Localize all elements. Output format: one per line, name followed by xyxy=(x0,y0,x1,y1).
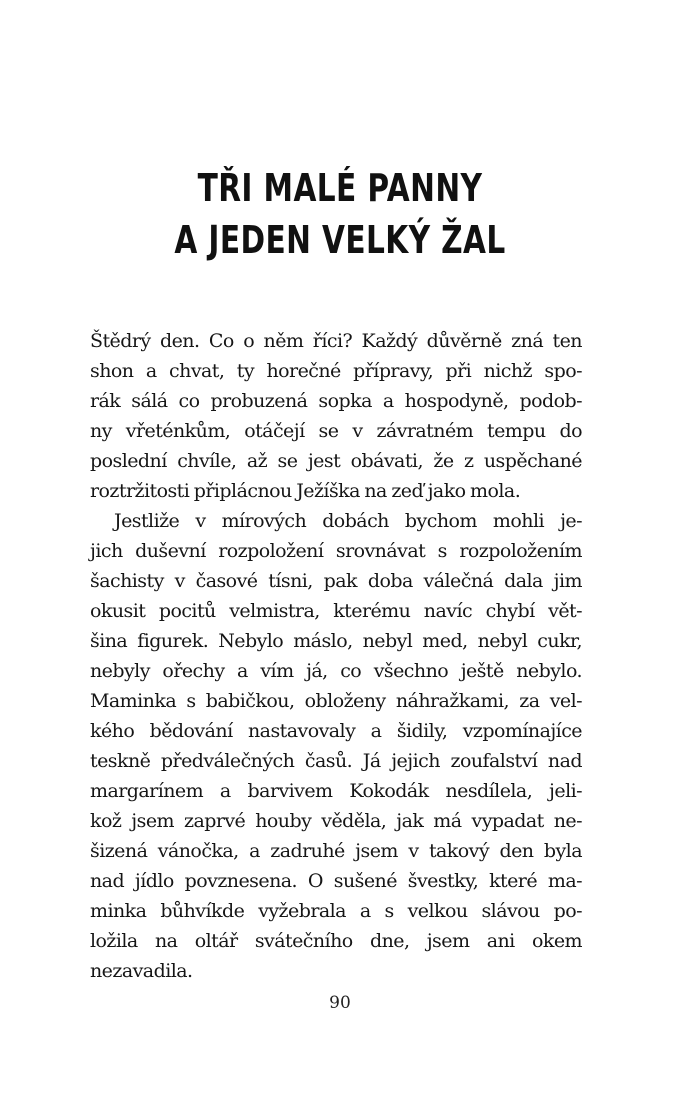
text-line: okusit pocitů velmistra, kterému navíc chybí vět- xyxy=(90,600,582,622)
chapter-title xyxy=(75,162,605,266)
text-line: nezavadila. xyxy=(90,960,193,982)
text-line: rák sálá co probuzená sopka a hospodyně, podob- xyxy=(90,390,582,412)
text-line: teskně předválečných časů. Já jejich zoufalství nad xyxy=(90,750,582,772)
text-line: nad jídlo povznesena. O sušené švestky, které ma- xyxy=(90,870,582,892)
text-line: šizená vánočka, a zadruhé jsem v takový den byla xyxy=(90,840,582,862)
text-line: Štědrý den. Co o něm říci? Každý důvěrně zná ten xyxy=(90,330,582,352)
text-line: Maminka s babičkou, obloženy náhražkami, za vel- xyxy=(90,690,582,712)
text-line: kého bědování nastavovaly a šidily, vzpomínajíce xyxy=(90,720,582,742)
text-line: minka bůhvíkde vyžebrala a s velkou slávou po- xyxy=(90,900,582,922)
text-line: poslední chvíle, až se jest obávati, že z uspěchané xyxy=(90,450,582,472)
text-line: ny vřeténkům, otáčejí se v závratném tempu do xyxy=(90,420,582,442)
text-line: ložila na oltář svátečního dne, jsem ani okem xyxy=(90,930,582,952)
paragraph-2 xyxy=(90,506,582,986)
text-line: šina figurek. Nebylo máslo, nebyl med, nebyl cukr, xyxy=(90,630,582,652)
page-number: 90 xyxy=(329,993,351,1013)
body-text xyxy=(90,326,582,986)
text-line: shon a chvat, ty horečné přípravy, při nichž spo- xyxy=(90,360,582,382)
text-line: šachisty v časové tísni, pak doba válečná dala jim xyxy=(90,570,582,592)
text-line: Jestliže v mírových dobách bychom mohli je- xyxy=(114,510,582,532)
chapter-title-line-2: A JEDEN VELKÝ ŽAL xyxy=(174,218,506,262)
text-line: nebyly ořechy a vím já, co všechno ještě nebylo. xyxy=(90,660,582,682)
text-line: margarínem a barvivem Kokodák nesdílela, jeli- xyxy=(90,780,582,802)
text-line: roztržitosti připlácnou Ježíška na zeď jako mola. xyxy=(90,480,521,502)
text-line: jich duševní rozpoložení srovnávat s rozpoložením xyxy=(90,540,582,562)
paragraph-1 xyxy=(90,326,582,506)
text-line: kož jsem zaprvé houby věděla, jak má vypadat ne- xyxy=(90,810,582,832)
chapter-title-line-1: TŘI MALÉ PANNY xyxy=(197,166,483,210)
